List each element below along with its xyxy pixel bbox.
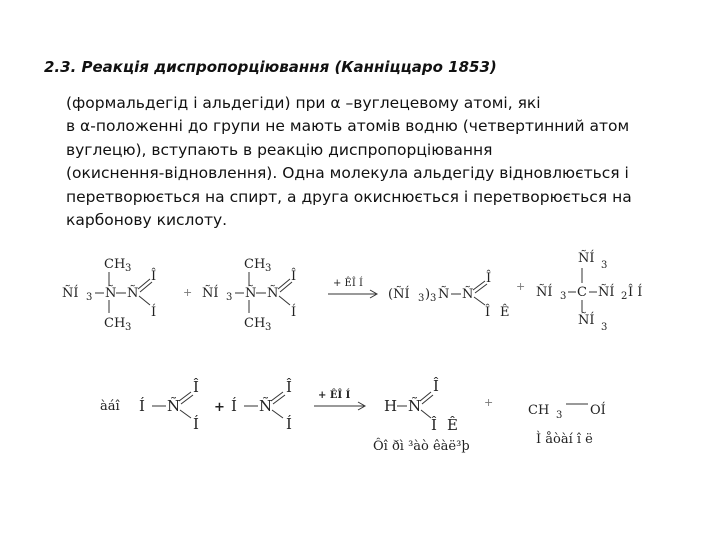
r2-p2-sub: 3	[556, 410, 563, 421]
r1-p2-left-sub: 3	[560, 291, 567, 302]
reaction-2	[100, 377, 606, 454]
r2-molecule-1	[139, 378, 199, 433]
r1-p1-sub-b: 3	[430, 293, 437, 304]
r2-p1-h: H	[384, 397, 398, 415]
r2-m2-core: Ñ	[259, 397, 273, 415]
r1-m1-bottom-sub: 3	[125, 322, 132, 333]
r1-m2-core: Ñ	[245, 286, 257, 301]
r1-m1-o-bot: Í	[151, 305, 157, 320]
r2-m2-o-bot: Í	[286, 415, 292, 433]
r1-plus-1: +	[183, 286, 193, 299]
r1-p2-left: ÑÍ	[536, 285, 553, 300]
r1-product-2	[536, 250, 642, 333]
r2-p1-core: Ñ	[408, 397, 422, 415]
paragraph-line: (формальдегід і альдегіди) при α –вуглецевому атомі, які	[66, 94, 541, 112]
r1-plus-2: +	[516, 280, 526, 293]
r1-m1-bottom-ch: CH	[104, 316, 126, 331]
r1-m1-top-sub: 3	[125, 263, 132, 274]
r2-p1-name: Ôî ðì ³àò êàë³þ	[373, 439, 470, 454]
r1-p2-right-sub: 2	[621, 291, 628, 302]
r2-p1-o-bot: Î	[431, 416, 437, 434]
r1-m1-left-sub: 3	[86, 292, 93, 303]
r1-m2-left: ÑÍ	[202, 286, 219, 301]
r2-m2-o-top: Î	[286, 378, 292, 396]
r2-p2-name: Ì åòàí î ë	[536, 432, 593, 447]
r2-plus-2: +	[484, 396, 494, 409]
paragraph-line: в α-положенні до групи не мають атомів водню (четвертинний атом	[66, 117, 630, 136]
r2-product-2	[528, 402, 606, 421]
r1-m2-left-sub: 3	[226, 292, 233, 303]
r2-p2-formula: CH	[528, 403, 550, 418]
r1-p1-o-top: Î	[486, 271, 492, 286]
r1-p1-formula: (ÑÍ	[388, 287, 410, 302]
r2-m1-core: Ñ	[167, 397, 181, 415]
r1-p1-k: Ê	[500, 305, 510, 320]
r1-product-1	[388, 270, 510, 320]
r1-m1-right: Ñ	[127, 286, 139, 301]
r1-p2-top: ÑÍ	[578, 251, 595, 266]
r1-p2-center: C	[577, 285, 587, 300]
r1-m2-top-ch: CH	[244, 257, 266, 272]
r2-m2-left: Í	[231, 397, 237, 415]
r1-m1-left: ÑÍ	[62, 286, 79, 301]
r2-reagent: + ÊÎ Í	[318, 390, 351, 401]
r2-plus-1: +	[214, 400, 225, 415]
r2-m1-o-top: Î	[193, 378, 199, 396]
r2-p2-tail: OÍ	[590, 403, 606, 418]
r1-p2-right: ÑÍ	[598, 285, 615, 300]
r1-m2-o-bot: Í	[291, 305, 297, 320]
r1-m2-right: Ñ	[267, 286, 279, 301]
r1-molecule-1	[62, 257, 156, 333]
r1-m2-top-sub: 3	[265, 263, 272, 274]
r1-p1-sub-a: 3	[418, 293, 425, 304]
r2-prefix: àáî	[100, 399, 120, 414]
paragraph-line: карбонову кислоту.	[66, 211, 228, 230]
r1-m2-o-top: Î	[291, 269, 297, 284]
r2-product-1	[384, 377, 458, 434]
r2-molecule-2	[231, 378, 292, 433]
r1-m1-core: Ñ	[105, 286, 117, 301]
r1-p2-bottom-sub: 3	[601, 322, 608, 333]
r1-m1-o-top: Î	[151, 269, 157, 284]
r2-p1-o-top: Î	[433, 377, 439, 395]
section-title: 2.3. Реакція диспропорціювання (Канніццаро 1853)	[44, 58, 497, 76]
r1-p2-tail: Î Í	[628, 285, 643, 300]
paragraph-line: вуглецю), вступають в реакцію диспропорціювання	[66, 140, 493, 159]
r1-p2-bottom: ÑÍ	[578, 313, 595, 328]
r1-p2-top-sub: 3	[601, 260, 608, 271]
r1-m2-bottom-sub: 3	[265, 322, 272, 333]
r2-m1-left: Í	[139, 397, 145, 415]
r2-m1-o-bot: Í	[193, 415, 199, 433]
r1-p1-paren: )	[425, 287, 431, 302]
r1-p1-core: Ñ	[438, 287, 450, 302]
paragraph-line: перетворюється на спирт, а друга окиснюється і перетворюється на	[66, 187, 632, 206]
r1-molecule-2	[202, 257, 296, 333]
r2-p1-k: Ê	[447, 416, 458, 434]
r1-m2-bottom-ch: CH	[244, 316, 266, 331]
r1-p1-right: Ñ	[462, 287, 474, 302]
reaction-1	[62, 250, 642, 333]
paragraph-line: (окиснення-відновлення). Одна молекула альдегіду відновлюється і	[66, 164, 629, 183]
r1-reagent: + ÊÎ Í	[333, 278, 363, 289]
r1-p1-o-bot: Î	[485, 305, 491, 320]
r1-m1-top-ch: CH	[104, 257, 126, 272]
